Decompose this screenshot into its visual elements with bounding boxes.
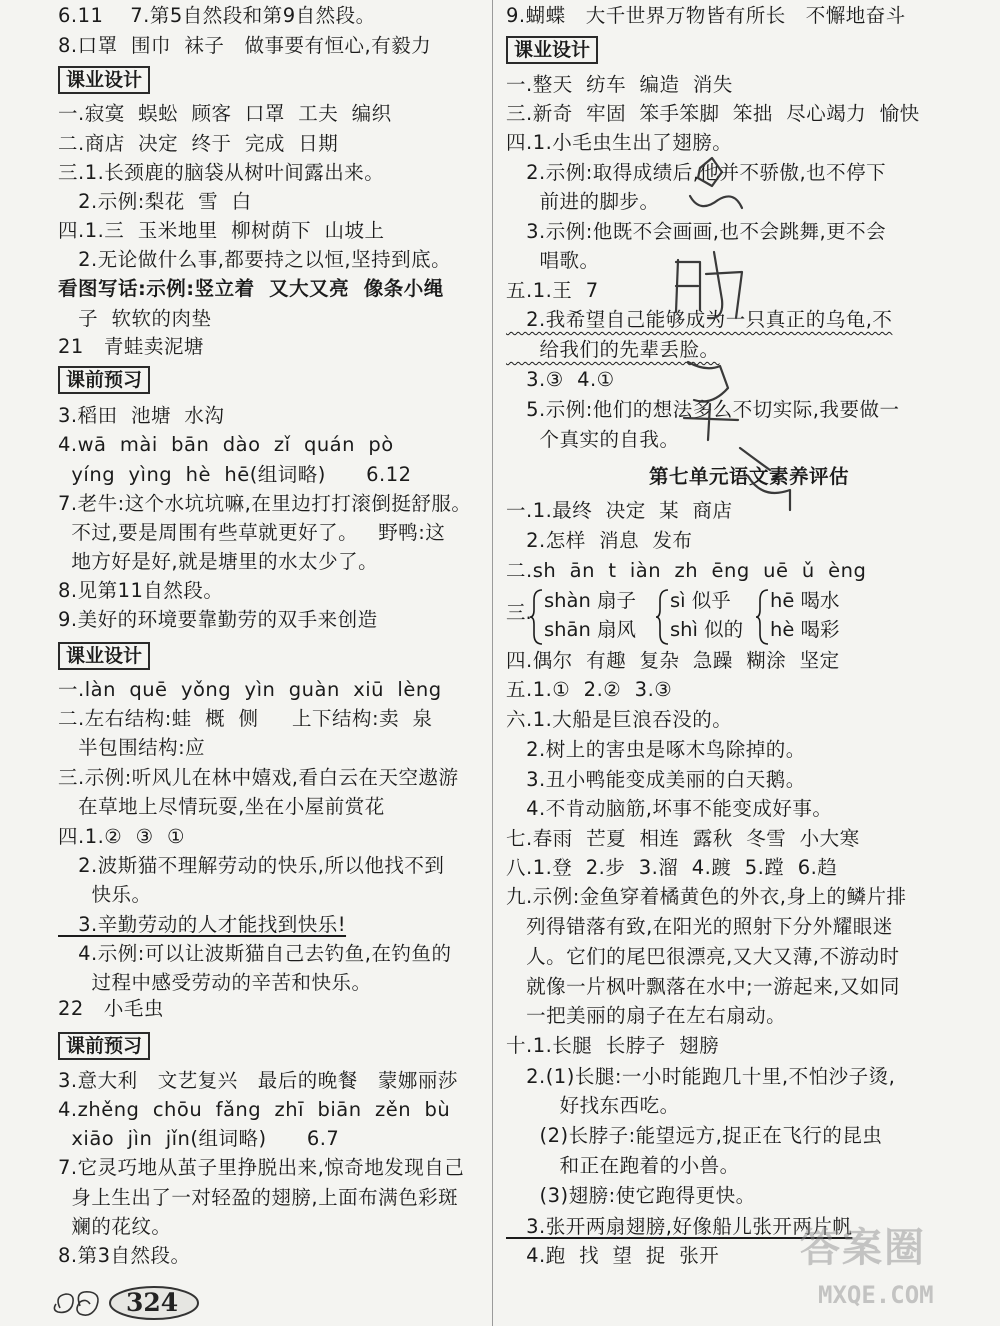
- answer-line: 4.wā mài bān dào zǐ quán pò: [58, 433, 394, 456]
- answer-line: 十.1.长腿 长脖子 翅膀: [506, 1034, 720, 1057]
- answer-line: 一.寂寞 蜈蚣 顾客 口罩 工夫 编织: [58, 102, 392, 125]
- answer-line: 二.商店 决定 终于 完成 日期: [58, 132, 339, 155]
- answer-line: 半包围结构:应: [58, 736, 206, 759]
- pinyin-pair: hē 喝水: [770, 589, 840, 612]
- unit-title: 第七单元语文素养评估: [648, 465, 849, 488]
- answer-line: 人。它们的尾巴很漂亮,又大又薄,不游动时: [506, 945, 900, 968]
- answer-line: 好找东西吃。: [506, 1094, 680, 1117]
- section-header: 课业设计: [506, 36, 598, 64]
- answer-line: 五.1.① 2.② 3.③: [506, 678, 673, 701]
- answer-line: 身上生出了一对轻盈的翅膀,上面布满色彩斑: [58, 1186, 459, 1209]
- answer-line: 3.示例:他既不会画画,也不会跳舞,更不会: [506, 220, 887, 243]
- answer-line: 三.1.长颈鹿的脑袋从树叶间露出来。: [58, 161, 385, 184]
- answer-line-wavy: 2.我希望自己能够成为一只真正的乌龟,不: [506, 308, 893, 331]
- answer-line: 在草地上尽情玩耍,坐在小屋前赏花: [58, 795, 385, 818]
- page-number: 324: [126, 1288, 179, 1317]
- answer-line: 8.见第11自然段。: [58, 579, 224, 602]
- answer-line: 地方好是好,就是塘里的水太少了。: [58, 550, 379, 573]
- answer-line: (2)长脖子:能望远方,捉正在飞行的昆虫: [506, 1124, 883, 1147]
- answer-line: 子 软软的肉垫: [58, 307, 212, 330]
- answer-line: 三.新奇 牢固 笨手笨脚 笨拙 尽心竭力 愉快: [506, 102, 920, 125]
- answer-line: 六.1.大船是巨浪吞没的。: [506, 708, 733, 731]
- section-header: 课前预习: [58, 1032, 150, 1060]
- answer-line: 列得错落有致,在阳光的照射下分外耀眼迷: [506, 915, 893, 938]
- answer-line: 2.示例:取得成绩后,他并不骄傲,也不停下: [506, 161, 887, 184]
- answer-line: 3.丑小鸭能变成美丽的白天鹅。: [506, 768, 806, 791]
- answer-line: (3)翅膀:使它跑得更快。: [506, 1184, 756, 1207]
- answer-line: 7.老牛:这个水坑坑嘛,在里边打打滚倒挺舒服。: [58, 492, 472, 515]
- answer-line: 就像一片枫叶飘落在水中;一游起来,又如同: [506, 975, 900, 998]
- column-divider: [492, 0, 493, 1326]
- watermark-url: MXQE.COM: [818, 1281, 934, 1309]
- answer-line: 七.春雨 芒夏 相连 露秋 冬雪 小大寒: [506, 827, 860, 850]
- answer-line: 2.无论做什么事,都要持之以恒,坚持到底。: [58, 248, 452, 271]
- lesson-title: 22 小毛虫: [58, 997, 164, 1020]
- answer-line: 2.波斯猫不理解劳动的快乐,所以他找不到: [58, 854, 445, 877]
- answer-line: 不过,要是周围有些草就更好了。 野鸭:这: [58, 521, 446, 544]
- answer-line: 2.怎样 消息 发布: [506, 529, 693, 552]
- answer-line: 6.11 7.第5自然段和第9自然段。: [58, 4, 376, 27]
- watermark-logo: 答案圈: [800, 1225, 926, 1271]
- watermark: [800, 1222, 996, 1322]
- answer-line: 8.口罩 围巾 袜子 做事要有恒心,有毅力: [58, 34, 432, 57]
- answer-line: 前进的脚步。: [506, 190, 660, 213]
- answer-line: 四.1.小毛虫生出了翅膀。: [506, 131, 733, 154]
- brace-icon: [756, 588, 770, 646]
- pinyin-pair: sì 似乎: [670, 589, 731, 612]
- answer-line-underlined: 3.张开两扇翅膀,好像船儿张开两片帆: [506, 1215, 853, 1238]
- answer-line: 4.跑 找 望 捉 张开: [506, 1244, 720, 1267]
- answer-line: 和正在跑着的小兽。: [506, 1154, 740, 1177]
- section-header: 课前预习: [58, 366, 150, 394]
- brace-icon: [656, 588, 670, 646]
- answer-line: 斓的花纹。: [58, 1215, 172, 1238]
- pinyin-pair: shān 扇风: [544, 618, 637, 641]
- section-header: 课业设计: [58, 642, 150, 670]
- answer-line: 四.1.② ③ ①: [58, 825, 186, 848]
- answer-line: 4.示例:可以让波斯猫自己去钓鱼,在钓鱼的: [58, 942, 452, 965]
- answer-line: 个真实的自我。: [506, 428, 680, 451]
- answer-line: 九.示例:金鱼穿着橘黄色的外衣,身上的鳞片排: [506, 885, 907, 908]
- answer-line: 2.(1)长腿:一小时能跑几十里,不怕沙子烫,: [506, 1065, 896, 1088]
- answer-line: 五.1.王 7: [506, 279, 599, 302]
- answer-line: 4.zhěng chōu fǎng zhī biān zěn bù: [58, 1098, 451, 1121]
- pinyin-pair: hè 喝彩: [770, 618, 840, 641]
- answer-line: 3.③ 4.①: [506, 368, 615, 391]
- lesson-title: 21 青蛙卖泥塘: [58, 335, 204, 358]
- answer-line: yíng yìng hè hē(组词略) 6.12: [58, 463, 412, 486]
- answer-line-underlined: 3.辛勤劳动的人才能找到快乐!: [58, 913, 347, 936]
- answer-line: 八.1.登 2.步 3.溜 4.踱 5.蹚 6.趋: [506, 856, 838, 879]
- answer-line: 8.第3自然段。: [58, 1244, 191, 1267]
- answer-line: 4.不肯动脑筋,坏事不能变成好事。: [506, 797, 833, 820]
- answer-line: 二.sh ān t iàn zh ēng uē ǔ èng: [506, 559, 867, 582]
- answer-line: 快乐。: [58, 883, 152, 906]
- answer-line: 一.1.最终 决定 某 商店: [506, 499, 733, 522]
- answer-line: 3.稻田 池塘 水沟: [58, 404, 225, 427]
- section-header: 课业设计: [58, 66, 150, 94]
- pinyin-pair: shì 似的: [670, 618, 744, 641]
- answer-line: 四.1.三 玉米地里 柳树荫下 山坡上: [58, 219, 385, 242]
- answer-line: 5.示例:他们的想法多么不切实际,我要做一: [506, 398, 900, 421]
- pinyin-pair: shàn 扇子: [544, 589, 637, 612]
- answer-line: 2.示例:梨花 雪 白: [58, 190, 252, 213]
- brace-icon: [530, 588, 544, 646]
- answer-line: 三.示例:听风儿在林中嬉戏,看白云在天空遨游: [58, 766, 459, 789]
- answer-line: 看图写话:示例:竖立着 又大又亮 像条小绳: [58, 277, 444, 300]
- answer-line: 一.làn quē yǒng yìn guàn xiū lèng: [58, 678, 442, 701]
- answer-line: 7.它灵巧地从茧子里挣脱出来,惊奇地发现自己: [58, 1156, 465, 1179]
- answer-line: xiāo jìn jǐn(组词略) 6.7: [58, 1127, 340, 1150]
- answer-line: 一把美丽的扇子在左右扇动。: [506, 1004, 787, 1027]
- answer-line: 唱歌。: [506, 249, 600, 272]
- answer-line: 二.左右结构:蛙 概 侧 上下结构:卖 泉: [58, 707, 433, 730]
- answer-line: 四.偶尔 有趣 复杂 急躁 糊涂 坚定: [506, 649, 840, 672]
- answer-line: 2.树上的害虫是啄木鸟除掉的。: [506, 738, 806, 761]
- answer-line: 过程中感受劳动的辛苦和快乐。: [58, 971, 372, 994]
- answer-line: 9.美好的环境要靠勤劳的双手来创造: [58, 608, 378, 631]
- answer-line: 3.意大利 文艺复兴 最后的晚餐 蒙娜丽莎: [58, 1069, 458, 1092]
- section-label: 三.: [506, 601, 532, 624]
- answer-line: 一.整天 纺车 编造 消失: [506, 73, 733, 96]
- answer-line: 9.蝴蝶 大千世界万物皆有所长 不懈地奋斗: [506, 4, 906, 27]
- answer-line-wavy: 给我们的先辈丢脸。: [506, 338, 720, 361]
